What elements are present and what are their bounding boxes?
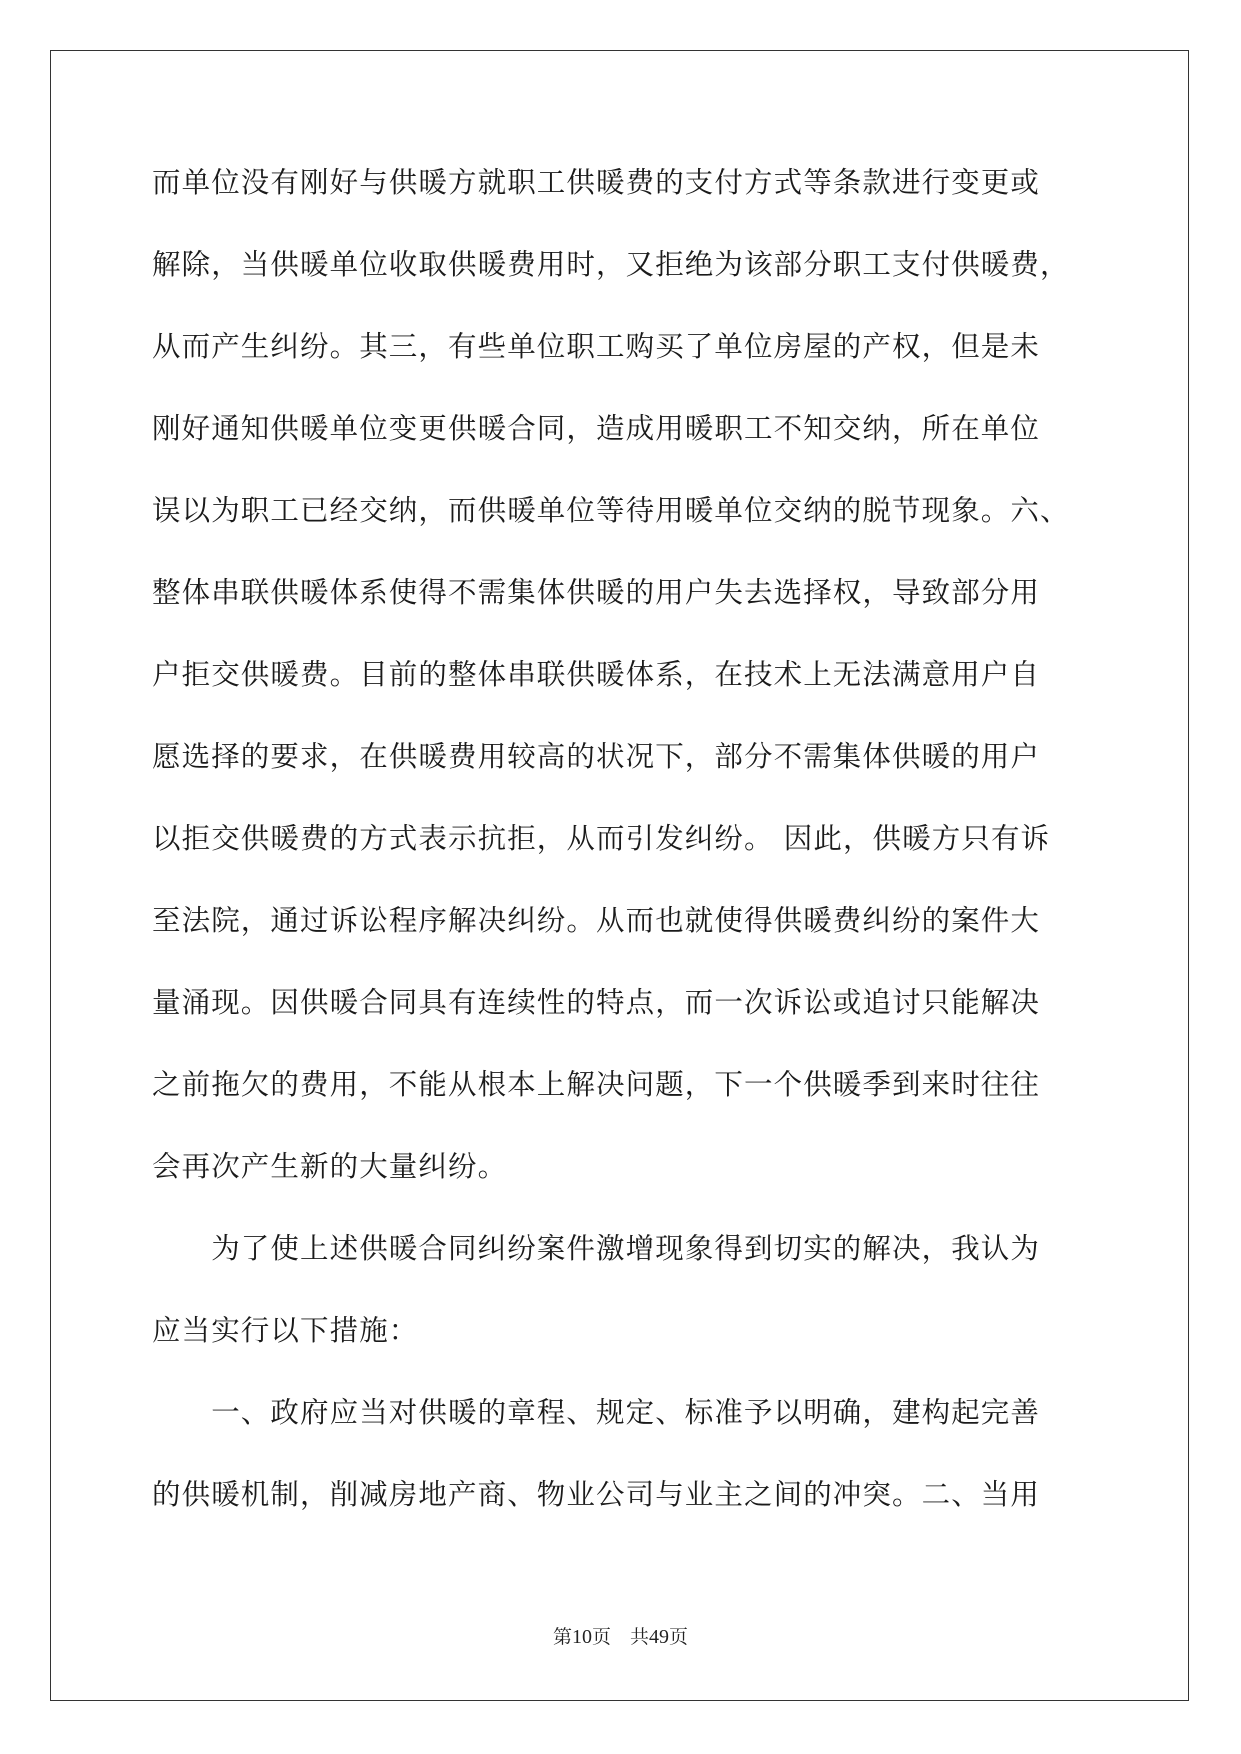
footer-prefix: 第 — [552, 1626, 572, 1648]
total-page-count: 49 — [649, 1626, 669, 1648]
text-line: 而单位没有刚好与供暖方就职工供暖费的支付方式等条款进行变更或 — [152, 166, 1041, 199]
document-body — [152, 158, 1092, 1552]
text-line: 会再次产生新的大量纠纷。 — [152, 1150, 508, 1183]
text-line: 为了使上述供暖合同纠纷案件激增现象得到切实的解决，我认为 — [152, 1232, 1041, 1265]
text-line: 整体串联供暖体系使得不需集体供暖的用户失去选择权，导致部分用 — [152, 576, 1041, 609]
page-footer — [0, 1622, 1241, 1649]
text-line: 应当实行以下措施： — [152, 1314, 419, 1347]
text-line: 的供暖机制，削减房地产商、物业公司与业主之间的冲突。二、当用 — [152, 1478, 1041, 1511]
text-line: 一、政府应当对供暖的章程、规定、标准予以明确，建构起完善 — [152, 1396, 1041, 1429]
footer-mid: 页 共 — [591, 1626, 649, 1648]
text-line: 之前拖欠的费用，不能从根本上解决问题，下一个供暖季到来时往往 — [152, 1068, 1041, 1101]
text-line: 以拒交供暖费的方式表示抗拒，从而引发纠纷。 因此，供暖方只有诉 — [152, 822, 1051, 855]
text-line: 愿选择的要求，在供暖费用较高的状况下，部分不需集体供暖的用户 — [152, 740, 1041, 773]
text-line: 量涌现。因供暖合同具有连续性的特点，而一次诉讼或追讨只能解决 — [152, 986, 1041, 1019]
current-page-number: 10 — [571, 1626, 592, 1648]
text-line: 刚好通知供暖单位变更供暖合同，造成用暖职工不知交纳，所在单位 — [152, 412, 1041, 445]
text-line: 解除，当供暖单位收取供暖费用时，又拒绝为该部分职工支付供暖费， — [152, 248, 1070, 281]
text-line: 从而产生纠纷。其三，有些单位职工购买了单位房屋的产权，但是未 — [152, 330, 1041, 363]
text-line: 至法院，通过诉讼程序解决纠纷。从而也就使得供暖费纠纷的案件大 — [152, 904, 1041, 937]
text-line: 误以为职工已经交纳，而供暖单位等待用暖单位交纳的脱节现象。六、 — [152, 494, 1070, 527]
footer-suffix: 页 — [669, 1626, 689, 1648]
text-line: 户拒交供暖费。目前的整体串联供暖体系，在技术上无法满意用户自 — [152, 658, 1041, 691]
